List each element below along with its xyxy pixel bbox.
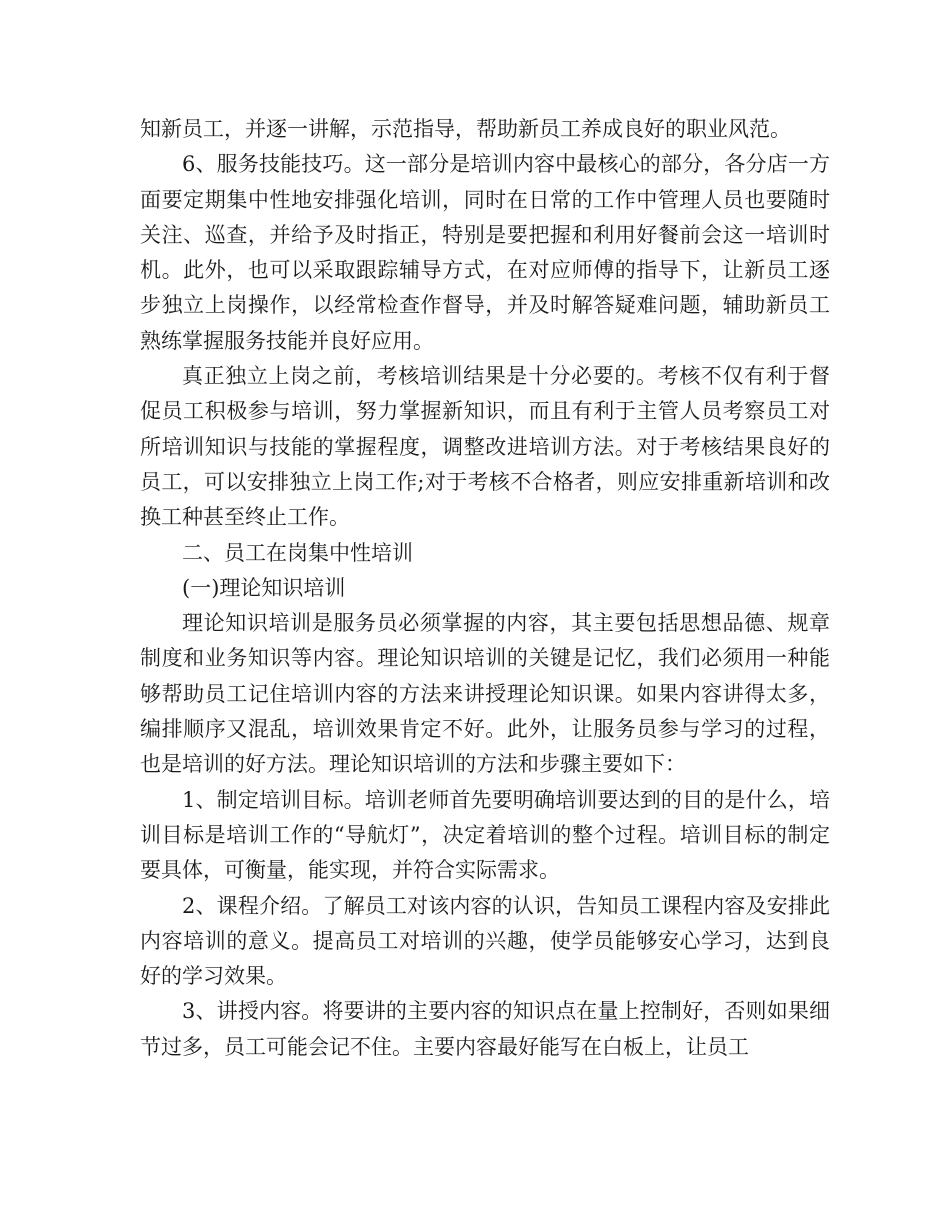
- section-heading: 二、员工在岗集中性培训: [182, 540, 413, 565]
- paragraph-course-intro: 2、课程介绍。了解员工对该内容的认识，告知员工课程内容及安排此内容培训的意义。提高员工对培训的兴趣，使学员能够安心学习，达到良好的学习效果。: [140, 893, 830, 989]
- subsection-heading: (一)理论知识培训: [182, 575, 346, 600]
- paragraph-continuation: 知新员工，并逐一讲解，示范指导，帮助新员工养成良好的职业风范。: [140, 117, 791, 141]
- document-body: [140, 112, 830, 1065]
- paragraph-assessment: 真正独立上岗之前，考核培训结果是十分必要的。考核不仅有利于督促员工积极参与培训，努力掌握新知识，而且有利于主管人员考察员工对所培训知识与技能的掌握程度，调整改进培训方法。对于考核结果良好的员工，可以安排独立上岗工作;对于考核不合格者，则应安排重新培训和改换工种甚至终止工作。: [140, 364, 830, 530]
- paragraph-lecture-content: 3、讲授内容。将要讲的主要内容的知识点在量上控制好，否则如果细节过多，员工可能会记不住。主要内容最好能写在白板上，让员工: [140, 999, 830, 1059]
- paragraph-training-goals: 1、制定培训目标。培训老师首先要明确培训要达到的目的是什么，培训目标是培训工作的“导航灯”，决定着培训的整个过程。培训目标的制定要具体，可衡量，能实现，并符合实际需求。: [140, 787, 830, 883]
- paragraph-service-skills: 6、服务技能技巧。这一部分是培训内容中最核心的部分，各分店一方面要定期集中性地安排强化培训，同时在日常的工作中管理人员也要随时关注、巡查，并给予及时指正，特别是要把握和利用好餐前会这一培训时机。此外，也可以采取跟踪辅导方式，在对应师傅的指导下，让新员工逐步独立上岗操作，以经常检查作督导，并及时解答疑难问题，辅助新员工熟练掌握服务技能并良好应用。: [140, 152, 830, 353]
- paragraph-theory-training: 理论知识培训是服务员必须掌握的内容，其主要包括思想品德、规章制度和业务知识等内容。理论知识培训的关键是记忆，我们必须用一种能够帮助员工记住培训内容的方法来讲授理论知识课。如果内容讲得太多，编排顺序又混乱，培训效果肯定不好。此外，让服务员参与学习的过程，也是培训的好方法。理论知识培训的方法和步骤主要如下：: [140, 611, 830, 777]
